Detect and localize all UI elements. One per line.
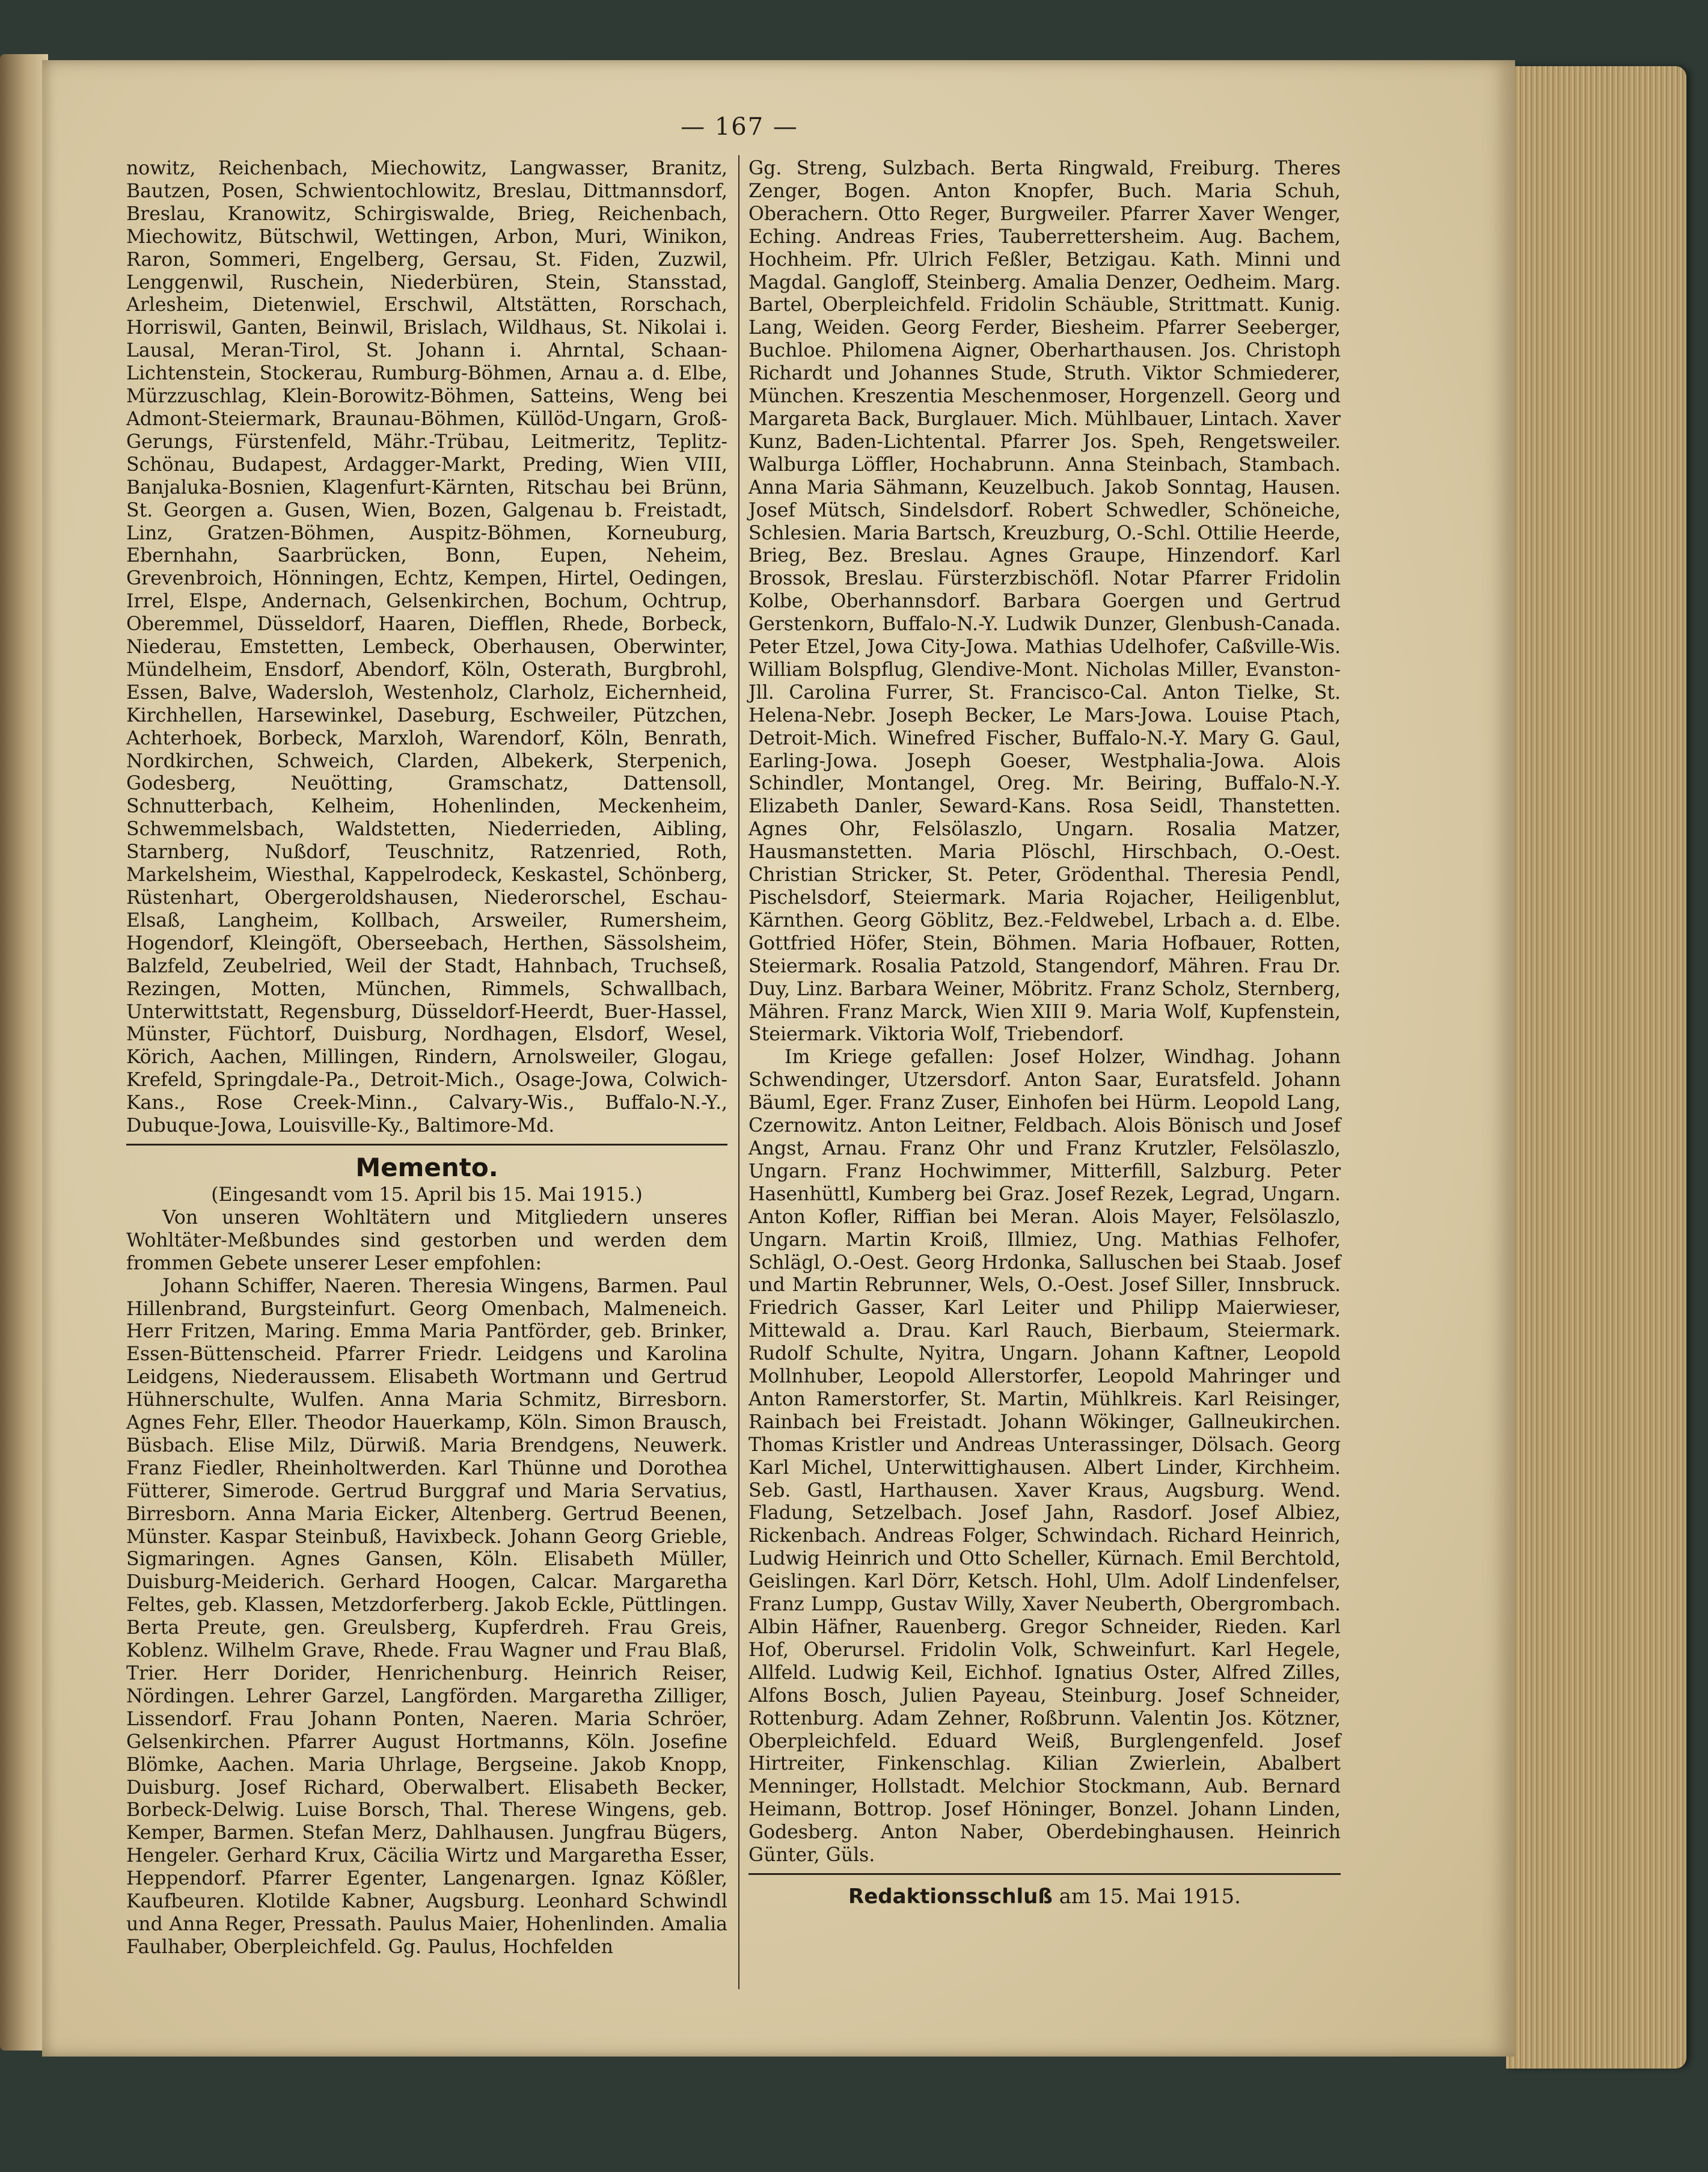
right-page-edges	[1506, 66, 1686, 2069]
memento-names: Johann Schiffer, Naeren. Theresia Wingens, Barmen. Paul Hillenbrand, Burgsteinfurt. Georg Omenbach, Malmeneich. Herr Fritzen, Maring. Emma Maria Pantförder, geb. Brinker, Essen-Büttenscheid. Pfarrer Friedr. Leidgens und Karolina Leidgens, Niederaussem. Elisabeth Wortmann und Gertrud Hühnerschulte, Wulfen. Anna Maria Schmitz, Birresborn. Agnes Fehr, Eller. Theodor Hauerkamp, Köln. Simon Brausch, Büsbach. Elise Milz, Dürwiß. Maria Brendgens, Neuwerk. Franz Fiedler, Rheinholtwerden. Karl Thünne und Dorothea Fütterer, Simerode. Gertrud Burggraf und Maria Servatius, Birresborn. Anna Maria Eicker, Altenberg. Gertrud Beenen, Münster. Kaspar Steinbuß, Havixbeck. Johann Georg Grieble, Sigmaringen. Agnes Gansen, Köln. Elisabeth Müller, Duisburg-Meiderich. Gerhard Hoogen, Calcar. Margaretha Feltes, geb. Klassen, Metzdorferberg. Jakob Eckle, Püttlingen. Berta Preute, gen. Greulsberg, Kupferdreh. Frau Greis, Koblenz. Wilhelm Grave, Rhede. Frau Wagner und Frau Blaß, Trier. Herr Dorider, Henrichenburg. Heinrich Reiser, Nördingen. Lehrer Garzel, Langförden. Margaretha Zilliger, Lissendorf. Frau Johann Ponten, Naeren. Maria Schröer, Gelsenkirchen. Pfarrer August Hortmanns, Köln. Josefine Blömke, Aachen. Maria Uhrlage, Bergseine. Jakob Knopp, Duisburg. Josef Richard, Oberwalbert. Elisabeth Becker, Borbeck-Delwig. Luise Borsch, Thal. Therese Wingens, geb. Kemper, Barmen. Stefan Merz, Dahlhausen. Jungfrau Bügers, Hengeler. Gerhard Krux, Cäcilia Wirtz und Margaretha Esser, Heppendorf. Pfarrer Egenter, Langenargen. Ignaz Kößler, Kaufbeuren. Klotilde Kabner, Augsburg. Leonhard Schwindl und Anna Reger, Pressath. Paulus Maier, Hohenlinden. Amalia Faulhaber, Oberpleichfeld. Gg. Paulus, Hochfelden	[126, 1275, 727, 1958]
section-rule	[126, 1144, 727, 1146]
closing-date: am 15. Mai 1915.	[1059, 1884, 1241, 1909]
fallen-in-war-paragraph: Im Kriege gefallen: Josef Holzer, Windhag. Johann Schwendinger, Utzersdorf. Anton Saar, Euratsfeld. Johann Bäuml, Eger. Franz Zuser, Einhofen bei Hürm. Leopold Lang, Czernowitz. Anton Leitner, Feldbach. Alois Bönisch und Josef Angst, Arnau. Franz Ohr und Franz Krutzler, Felsölaszlo, Ungarn. Franz Hochwimmer, Mitterfill, Salzburg. Peter Hasenhüttl, Kumberg bei Graz. Josef Rezek, Legrad, Ungarn. Anton Kofler, Riffian bei Meran. Alois Mayer, Felsölaszlo, Ungarn. Martin Kroiß, Illmiez, Ung. Mathias Felhofer, Schlägl, O.-Oest. Georg Hrdonka, Salluschen bei Staab. Josef und Martin Rebrunner, Wels, O.-Oest. Josef Siller, Innsbruck. Friedrich Gasser, Karl Leiter und Philipp Maierwieser, Mittewald a. Drau. Karl Rauch, Bierbaum, Steiermark. Rudolf Schulte, Nyitra, Ungarn. Johann Kaftner, Leopold Mollnhuber, Leopold Allerstorfer, Leopold Mahringer und Anton Ramerstorfer, St. Martin, Mühlkreis. Karl Reisinger, Rainbach bei Freistadt. Johann Wökinger, Gallneukirchen. Thomas Kristler und Andreas Unterassinger, Dölsach. Georg Karl Michel, Unterwittighausen. Albert Linder, Kirchheim. Seb. Gastl, Harthausen. Xaver Kraus, Augsburg. Wend. Fladung, Setzelbach. Josef Jahn, Rasdorf. Josef Albiez, Rickenbach. Andreas Folger, Schwindach. Richard Heinrich, Ludwig Heinrich und Otto Scheller, Kürnach. Emil Berchtold, Geislingen. Karl Dörr, Ketsch. Hohl, Ulm. Adolf Lindenfelser, Franz Lumpp, Gustav Willy, Xaver Neuberth, Obergrombach. Albin Häfner, Rauenberg. Gregor Schneider, Rieden. Karl Hof, Oberursel. Fridolin Volk, Schweinfurt. Karl Hegele, Allfeld. Ludwig Keil, Eichhof. Ignatius Oster, Alfred Zilles, Alfons Bosch, Julien Payeau, Steinburg. Josef Schneider, Rottenburg. Adam Zehner, Roßbrunn. Valentin Jos. Kötzner, Oberpleichfeld. Eduard Weiß, Burglengenfeld. Josef Hirtreiter, Finkenschlag. Kilian Zwierlein, Abalbert Menninger, Hollstadt. Melchior Stockmann, Aub. Bernard Heimann, Bottrop. Josef Höninger, Bonzel. Johann Linden, Godesberg. Anton Naber, Oberdebinghausen. Heinrich Günter, Güls.	[748, 1046, 1341, 1867]
memento-intro: Von unseren Wohltätern und Mitgliedern unseres Wohltäter-Meßbundes sind gestorben und werden dem frommen Gebete unserer Leser empfohlen:	[126, 1206, 727, 1274]
editorial-closing	[748, 1883, 1341, 1910]
column-divider	[738, 155, 739, 1989]
memento-names-continued: Gg. Streng, Sulzbach. Berta Ringwald, Freiburg. Theres Zenger, Bogen. Anton Knopfer, Buch. Maria Schuh, Oberachern. Otto Reger, Burgweiler. Pfarrer Xaver Wenger, Eching. Andreas Fries, Tauberrettersheim. Aug. Bachem, Hochheim. Pfr. Ulrich Feßler, Betzigau. Kath. Minni und Magdal. Gangloff, Steinberg. Amalia Denzer, Oedheim. Marg. Bartel, Oberpleichfeld. Fridolin Schäuble, Strittmatt. Kunig. Lang, Weiden. Georg Ferder, Biesheim. Pfarrer Seeberger, Buchloe. Philomena Aigner, Oberharthausen. Jos. Christoph Richardt und Johannes Stude, Struth. Viktor Schmiederer, München. Kreszentia Meschenmoser, Horgenzell. Georg und Margareta Back, Burglauer. Mich. Mühlbauer, Lintach. Xaver Kunz, Baden-Lichtental. Pfarrer Jos. Speh, Rengetsweiler. Walburga Löffler, Hochabrunn. Anna Steinbach, Stambach. Anna Maria Sähmann, Keuzelbuch. Jakob Sonntag, Hausen. Josef Mütsch, Sindelsdorf. Robert Schwedler, Schöneiche, Schlesien. Maria Bartsch, Kreuzburg, O.-Schl. Ottilie Heerde, Brieg, Bez. Breslau. Agnes Graupe, Hinzendorf. Karl Brossok, Breslau. Fürsterzbischöfl. Notar Pfarrer Fridolin Kolbe, Oberhannsdorf. Barbara Goergen und Gertrud Gerstenkorn, Buffalo-N.-Y. Ludwik Dunzer, Glenbush-Canada. Peter Etzel, Jowa City-Jowa. Mathias Udelhofer, Caßville-Wis. William Bolspflug, Glendive-Mont. Nicholas Miller, Evanston-Jll. Carolina Furrer, St. Francisco-Cal. Anton Tielke, St. Helena-Nebr. Joseph Becker, Le Mars-Jowa. Louise Ptach, Detroit-Mich. Winefred Fischer, Buffalo-N.-Y. Mary G. Gaul, Earling-Jowa. Joseph Goeser, Westphalia-Jowa. Alois Schindler, Montangel, Oreg. Mr. Beiring, Buffalo-N.-Y. Elizabeth Danler, Seward-Kans. Rosa Seidl, Thanstetten. Agnes Ohr, Felsölaszlo, Ungarn. Rosalia Matzer, Hausmanstetten. Maria Plöschl, Hirschbach, O.-Oest. Christian Stricker, St. Peter, Grödenthal. Theresia Pendl, Pischelsdorf, Steiermark. Maria Rojacher, Heiligenblut, Kärnthen. Georg Göblitz, Bez.-Feldwebel, Lrbach a. d. Elbe. Gottfried Höfer, Stein, Böhmen. Maria Hofbauer, Rotten, Steiermark. Rosalia Patzold, Stangendorf, Mähren. Frau Dr. Duy, Linz. Barbara Weiner, Möbritz. Franz Scholz, Sternberg, Mähren. Franz Marck, Wien XIII 9. Maria Wolf, Kupfenstein, Steiermark. Viktoria Wolf, Triebendorf.	[748, 158, 1341, 1046]
left-page-edge	[0, 54, 48, 2051]
place-list-paragraph: nowitz, Reichenbach, Miechowitz, Langwasser, Branitz, Bautzen, Posen, Schwientochlowitz, Breslau, Dittmannsdorf, Breslau, Kranowitz, Schirgiswalde, Brieg, Reichenbach, Miechowitz, Bütschwil, Wettingen, Arbon, Muri, Winikon, Raron, Sommeri, Engelberg, Gersau, St. Fiden, Zuzwil, Lenggenwil, Ruschein, Niederbüren, Stein, Stansstad, Arlesheim, Dietenwiel, Erschwil, Altstätten, Rorschach, Horriswil, Ganten, Beinwil, Brislach, Wildhaus, St. Nikolai i. Lausal, Meran-Tirol, St. Johann i. Ahrntal, Schaan-Lichtenstein, Stockerau, Rumburg-Böhmen, Arnau a. d. Elbe, Mürzzuschlag, Klein-Borowitz-Böhmen, Satteins, Weng bei Admont-Steiermark, Braunau-Böhmen, Küllöd-Ungarn, Groß-Gerungs, Fürstenfeld, Mähr.-Trübau, Leitmeritz, Teplitz-Schönau, Budapest, Ardagger-Markt, Preding, Wien VIII, Banjaluka-Bosnien, Klagenfurt-Kärnten, Ritschau bei Brünn, St. Georgen a. Gusen, Wien, Bozen, Galgenau b. Freistadt, Linz, Gratzen-Böhmen, Auspitz-Böhmen, Korneuburg, Ebernhahn, Saarbrücken, Bonn, Eupen, Neheim, Grevenbroich, Hönningen, Echtz, Kempen, Hirtel, Oedingen, Irrel, Elspe, Andernach, Gelsenkirchen, Bochum, Ochtrup, Oberemmel, Düsseldorf, Haaren, Diefflen, Rhede, Borbeck, Niederau, Emstetten, Lembeck, Oberhausen, Oberwinter, Mündelheim, Ensdorf, Abendorf, Köln, Osterath, Burgbrohl, Essen, Balve, Wadersloh, Westenholz, Clarholz, Eichernheid, Kirchhellen, Harsewinkel, Daseburg, Eschweiler, Pützchen, Achterhoek, Borbeck, Marxloh, Warendorf, Köln, Benrath, Nordkirchen, Schweich, Clarden, Albekerk, Sterpenich, Godesberg, Neuötting, Gramschatz, Dattensoll, Schnutterbach, Kelheim, Hohenlinden, Meckenheim, Schwemmelsbach, Waldstetten, Niederrieden, Aibling, Starnberg, Nußdorf, Teuschnitz, Ratzenried, Roth, Markelsheim, Wiesthal, Kappelrodeck, Keskastel, Schönberg, Rüstenhart, Obergeroldshausen, Niederorschel, Eschau-Elsaß, Langheim, Kollbach, Arsweiler, Rumersheim, Hogendorf, Kleingöft, Oberseebach, Herthen, Sässolsheim, Balzfeld, Zeubelried, Weil der Stadt, Hahnbach, Truchseß, Rezingen, Motten, München, Rimmels, Schwallbach, Unterwittstatt, Regensburg, Düsseldorf-Heerdt, Buer-Hassel, Münster, Füchtorf, Duisburg, Nordhagen, Elsdorf, Wesel, Körich, Aachen, Millingen, Rindern, Arnolsweiler, Glogau, Krefeld, Springdale-Pa., Detroit-Mich., Osage-Jowa, Colwich-Kans., Rose Creek-Minn., Calvary-Wis., Buffalo-N.-Y., Dubuque-Jowa, Louisville-Ky., Baltimore-Md.	[126, 158, 727, 1137]
closing-rule	[748, 1873, 1341, 1875]
memento-heading: Memento.	[355, 1152, 498, 1182]
memento-subtitle: (Eingesandt vom 15. April bis 15. Mai 1915.)	[211, 1183, 643, 1206]
right-column	[748, 158, 1341, 1910]
left-column	[126, 158, 727, 1959]
closing-label: Redaktionsschluß	[848, 1884, 1053, 1909]
page-number: — 167 —	[681, 113, 798, 141]
